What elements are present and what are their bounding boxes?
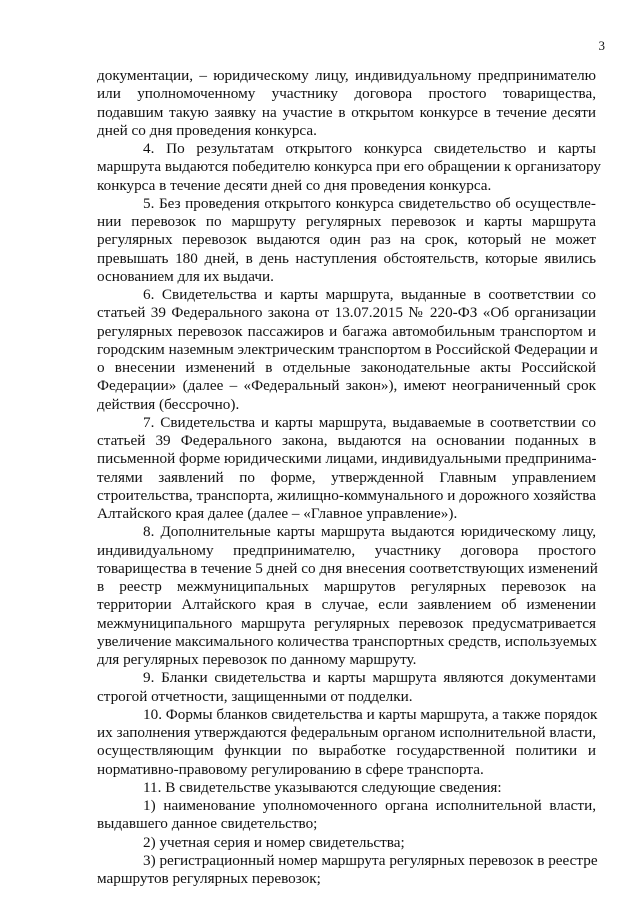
text-line: городским наземным электрическим транспортом в Российской Федерации и	[97, 340, 598, 358]
page-number: 3	[598, 38, 605, 53]
text-line: действия (бессрочно).	[97, 395, 240, 413]
text-line: 4. По результатам открытого конкурса свидетельство и карты	[143, 140, 596, 157]
text-line: регулярных перевозок выдаются один раз на срок, который не может	[97, 231, 596, 249]
text-line: межмуниципального маршрута регулярных перевозок предусматривается	[97, 614, 596, 632]
text-line: увеличение максимального количества транспортных средств, используемых	[97, 632, 597, 650]
text-line: маршрута выдаются победителю конкурса при его обращении к организатору	[97, 158, 601, 176]
text-line: о внесении изменений в отдельные законодательные акты Российской	[97, 359, 596, 376]
text-line: письменной форме юридическими лицами, индивидуальными предпринима-	[97, 450, 597, 468]
text-line: превышать 180 дней, в день наступления обстоятельств, которые явились	[97, 249, 596, 267]
text-line: 1) наименование уполномоченного органа исполнительной власти,	[143, 797, 596, 814]
text-line: территории Алтайского края в случае, если заявлением об изменении	[97, 596, 596, 614]
text-line: статьей 39 Федерального закона от 13.07.2015 № 220-ФЗ «Об организации	[97, 304, 596, 322]
text-line: 6. Свидетельства и карты маршрута, выданные в соответствии со	[143, 286, 596, 303]
text-line: основанием для их выдачи.	[97, 267, 274, 285]
text-line: 3) регистрационный номер маршрута регулярных перевозок в реестре	[143, 851, 598, 869]
text-line: 11. В свидетельстве указываются следующие сведения:	[143, 778, 502, 796]
text-line: подавшим такую заявку на участие в открытом конкурсе в течение десяти	[97, 103, 596, 121]
text-line: регулярных перевозок пассажиров и багажа автомобильным транспортом и	[97, 322, 596, 340]
text-line: осуществляющим функции по выработке государственной политики и	[97, 742, 596, 760]
text-line: конкурса в течение десяти дней со дня проведения конкурса.	[97, 176, 492, 194]
text-line: нормативно-правовому регулированию в сфере транспорта.	[97, 760, 484, 778]
text-line: документации, – юридическому лицу, индивидуальному предпринимателю	[97, 67, 596, 84]
text-line: или уполномоченному участнику договора простого товарищества,	[97, 85, 596, 103]
text-line: 10. Формы бланков свидетельства и карты маршрута, а также порядок	[143, 705, 598, 723]
text-line: 8. Дополнительные карты маршрута выдаются юридическому лицу,	[143, 523, 596, 541]
text-line: их заполнения утверждаются федеральным органом исполнительной власти,	[97, 724, 596, 741]
text-line: 2) учетная серия и номер свидетельства;	[143, 833, 405, 851]
text-line: 7. Свидетельства и карты маршрута, выдаваемые в соответствии со	[143, 413, 596, 431]
text-line: Алтайского края далее (далее – «Главное управление»).	[97, 505, 458, 522]
text-line: телями заявлений по форме, утвержденной Главным управлением	[97, 468, 596, 486]
text-line: 5. Без проведения открытого конкурса свидетельство об осуществле-	[143, 194, 596, 212]
text-line: выдавшего данное свидетельство;	[97, 815, 318, 833]
text-line: нии перевозок по маршруту регулярных перевозок и карты маршрута	[97, 213, 596, 230]
text-line: в реестр межмуниципальных маршрутов регулярных перевозок на	[97, 578, 596, 595]
text-line: 9. Бланки свидетельства и карты маршрута являются документами	[143, 669, 596, 687]
text-line: статьей 39 Федерального закона, выдаются на основании поданных в	[97, 432, 596, 449]
text-line: товарищества в течение 5 дней со дня внесения соответствующих изменений	[97, 559, 598, 577]
text-line: строительства, транспорта, жилищно-коммунального и дорожного хозяйства	[97, 486, 596, 504]
text-line: маршрутов регулярных перевозок;	[97, 870, 321, 887]
text-line: строгой отчетности, защищенными от подделки.	[97, 687, 413, 705]
text-line: для регулярных перевозок по данному маршруту.	[97, 651, 417, 668]
text-line: индивидуальному предпринимателю, участнику договора простого	[97, 541, 596, 559]
text-line: дней со дня проведения конкурса.	[97, 121, 317, 139]
text-line: Федерации» (далее – «Федеральный закон»), имеют неограниченный срок	[97, 377, 596, 395]
